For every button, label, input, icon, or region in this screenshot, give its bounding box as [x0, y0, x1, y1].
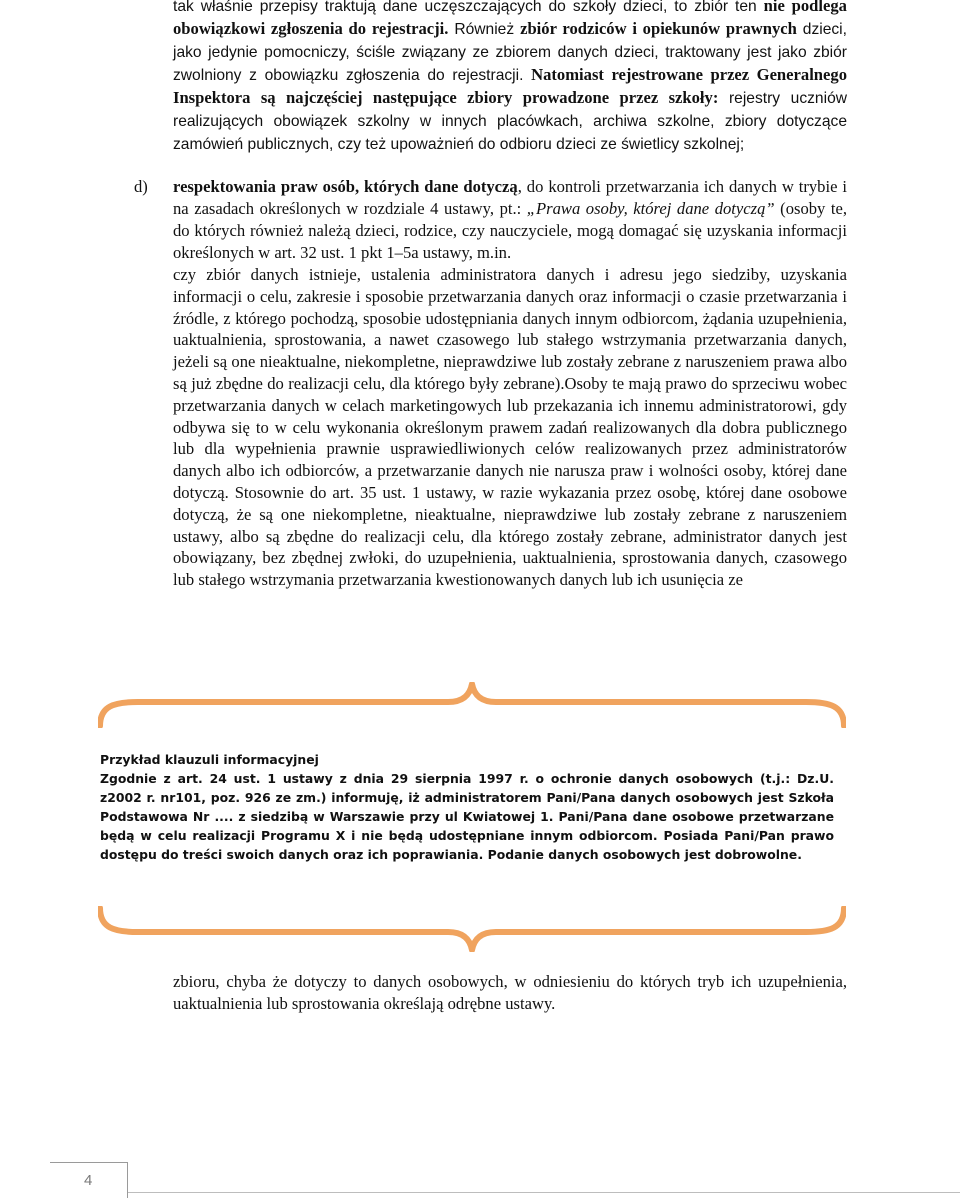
info-clause-body: Zgodnie z art. 24 ust. 1 ustawy z dnia 29 sierpnia 1997 r. o ochronie danych osobowych (t.j.: Dz.U. z2002 r. nr101, poz. 926 ze zm.) informuję, iż administratorem Pani/Pana danych osobowych jest Szkoła Podstawowa Nr .... z siedzibą w Warszawie przy ul Kwiatowej 1. Pani/Pana dane osobowe przetwarzane będą w celu realizacji Programu X i nie będą udostępniane innym odbiorcom. Posiada Pani/Pan prawo dostępu do treści swoich danych oraz ich poprawiania. Podanie danych osobowych jest dobrowolne.	[100, 771, 834, 862]
registered-collections-list: rejestry uczniów realizujących obowiązek szkolny w innych placówkach, archiwa szkolne, zbiory dotyczące zamówień publicznych, czy też upoważnień do odbioru dzieci ze świetlicy szkolnej;	[173, 90, 848, 153]
not-subject-to-registration: nie podlega obowiązkowi zgłoszenia do rejestracji.	[173, 0, 847, 38]
bottom-paragraph: zbioru, chyba że dotyczy to danych osobowych, w odniesieniu do których tryb ich uzupełnienia, uaktualnienia lub sprostowania określają odrębne ustawy.	[173, 972, 847, 1013]
list-item-text: , do kontroli przetwarzania ich danych w trybie i na zasadach określonych w rozdziale 4 ustawy, pt.:	[173, 177, 847, 218]
respect-rights-heading: respektowania praw osób, których dane dotyczą	[173, 177, 518, 196]
info-clause-title: Przykład klauzuli informacyjnej	[100, 752, 319, 767]
list-marker: d)	[134, 177, 148, 196]
chapter-title-quote: „Prawa osoby, której dane dotyczą”	[526, 199, 775, 218]
continuation-paragraph: czy zbiór danych istnieje, ustalenia administratora danych i adresu jego siedziby, uzyskania informacji o celu, zakresie i sposobie przetwarzania danych oraz informacji o czasie przetwarzania i źródle, z którego pochodzą, sposobie udostępniania danych innym odbiorcom, żądania uzupełnienia, uaktualnienia, sprostowania, a nawet czasowego lub stałego wstrzymania przetwarzania danych, jeżeli są one nieaktualne, niekompletne, nieprawdziwe lub zostały zebrane z naruszeniem prawa albo są już zbędne do realizacji celu, dla którego były zebrane).Osoby te mają prawo do sprzeciwu wobec przetwarzania danych w celach marketingowych lub przekazania ich innemu administratorowi, gdy odbywa się to w celu wykonania określonym prawem zadań realizowanych dla dobra publicznego lub dla wypełnienia prawnie usprawiedliwionych celów realizowanych przez administratorów danych albo ich odbiorców, a przetwarzanie danych nie narusza praw i wolności osoby, której dane dotyczą. Stosownie do art. 35 ust. 1 ustawy, w razie wykazania przez osobę, której dane osobowe dotyczą, że są one niekompletne, nieaktualne, nieprawdziwe lub zostały zebrane z naruszeniem ustawy, albo są zbędne do realizacji celu, dla którego zostały zebrane, administrator danych jest obowiązany, bez zbędnej zwłoki, do uzupełnienia, uaktualnienia, sprostowania danych, czasowego lub stałego wstrzymania przetwarzania kwestionowanych danych lub ich usunięcia ze	[173, 265, 847, 590]
parents-collection: zbiór rodziców i opiekunów prawnych	[520, 19, 797, 38]
page-number: 4	[84, 1172, 93, 1189]
top-paragraph-also: Również	[448, 21, 521, 38]
list-item-body	[173, 176, 847, 264]
top-paragraph	[173, 0, 847, 156]
brace-top-decoration	[98, 682, 846, 728]
list-item-text-end: (osoby te, do których również należą dzieci, rodzice, czy nauczyciele, mogą domagać się uzyskania informacji określonych w art. 32 ust. 1 pkt 1–5a ustawy, m.in.	[173, 199, 847, 262]
top-paragraph-middle: dzieci, jako jedynie pomocniczy, ściśle związany ze zbiorem danych dzieci, traktowany jest jako zbiór zwolniony z obowiązku zgłoszenia do rejestracji.	[173, 21, 847, 84]
info-clause-box	[100, 750, 834, 864]
brace-bottom-decoration	[98, 906, 846, 952]
top-paragraph-intro: tak właśnie przepisy traktują dane uczęszczających do szkoły dzieci, to zbiór ten	[173, 0, 764, 15]
registered-collections-heading: Natomiast rejestrowane przez Generalnego Inspektora są najczęściej następujące zbiory prowadzone przez szkoły:	[173, 65, 847, 107]
